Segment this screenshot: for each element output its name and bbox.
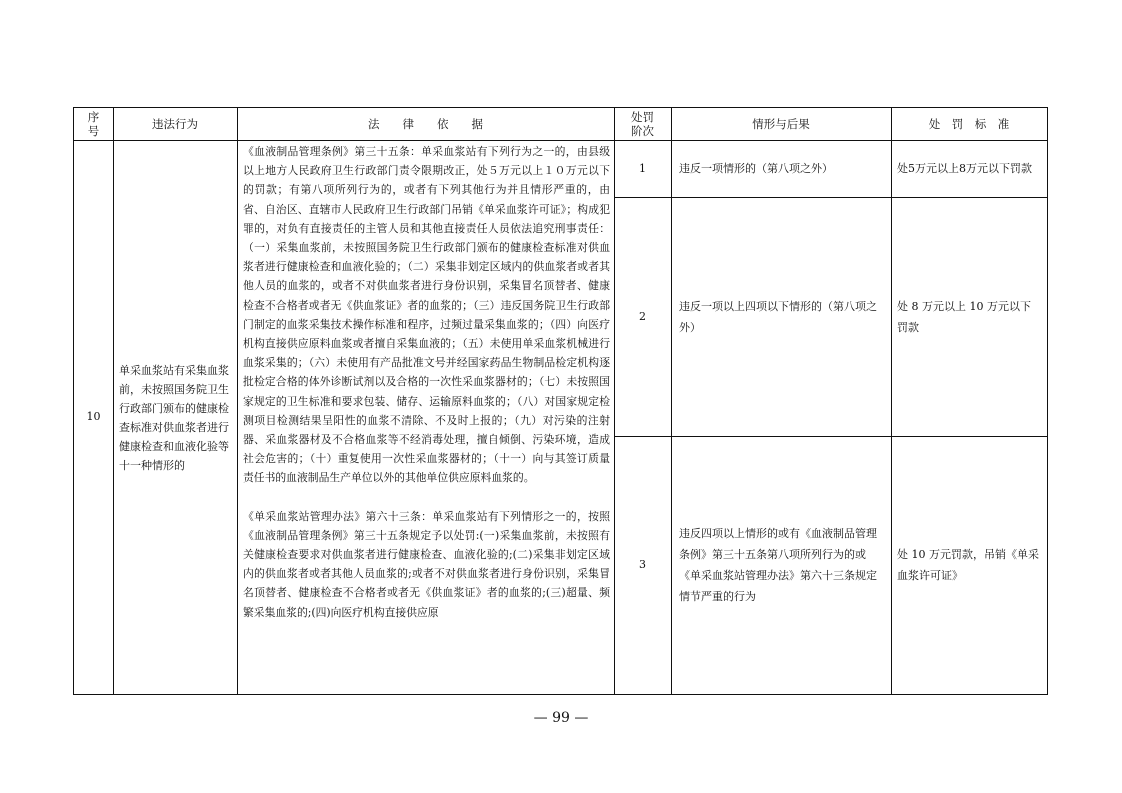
header-level-line1: 处罚 — [631, 109, 654, 124]
header-seq-line2: 号 — [87, 124, 100, 138]
header-seq — [74, 108, 113, 140]
standard-2: 处 8 万元以上 10 万元以下罚款 — [897, 299, 1031, 334]
violation-description — [113, 142, 237, 694]
situation-3: 违反四项以上情形的或有《血液制品管理条例》第三十五条第八项所列行为的或《单采血浆站管理办法》第六十三条规定情节严重的行为 — [679, 527, 877, 603]
level-3: 3 — [639, 558, 646, 572]
page-number: — 99 — — [533, 710, 589, 726]
header-violation: 违法行为 — [152, 116, 198, 131]
situation-2: 违反一项以上四项以下情形的（第八项之外） — [679, 299, 877, 334]
violation-text: 单采血浆站有采集血浆前，未按照国务院卫生行政部门颁布的健康检查标准对供血浆者进行健康检查和血液化验等十一种情形的 — [119, 364, 229, 472]
header-level-line2: 阶次 — [631, 124, 654, 138]
header-level — [614, 108, 671, 140]
level-1: 1 — [639, 161, 646, 175]
law-paragraph-measures: 《单采血浆站管理办法》第六十三条：单采血浆站有下列情形之一的，按照《血液制品管理条例》第三十五条规定予以处罚:(一)采集血浆前，未按照有关健康检查要求对供血浆者进行健康检查、血液化验的;(二)采集非划定区域内的供血浆者或者其他人员血浆的;或者不对供血浆者进行身份识别，采集冒名顶替者、健康检查不合格者或者无《供血浆证》者的血浆的;(三)超量、频繁采集血浆的;(四)向医疗机构直接供应原 — [243, 509, 610, 619]
law-paragraph-regulation: 《血液制品管理条例》第三十五条：单采血浆站有下列行为之一的，由县级以上地方人民政府卫生行政部门责令限期改正，处５万元以上１０万元以下的罚款；有第八项所列行为的，或者有下列其他行为并且情形严重的，由省、自治区、直辖市人民政府卫生行政部门吊销《单采血浆许可证》；构成犯罪的，对负有直接责任的主管人员和其他直接责任人员依法追究刑事责任：（一）采集血浆前，未按照国务院卫生行政部门颁布的健康检查标准对供血浆者进行健康检查和血液化验的；（二）采集非划定区域内的供血浆者或者其他人员的血浆的，或者不对供血浆者进行身份识别，采集冒名顶替者、健康检查不合格者或者无《供血浆证》者的血浆的；（三）违反国务院卫生行政部门制定的血浆采集技术操作标准和程序，过频过量采集血浆的；（四）向医疗机构直接供应原料血浆或者擅自采集血液的；（五）未使用单采血浆机械进行血浆采集的；（六）未使用有产品批准文号并经国家药品生物制品检定机构逐批检定合格的体外诊断试剂以及合格的一次性采血浆器材的；（七）未按照国家规定的卫生标准和要求包装、储存、运输原料血浆的；（八）对国家规定检测项目检测结果呈阳性的血浆不清除、不及时上报的；（九）对污染的注射器、采血浆器材及不合格血浆等不经消毒处理，擅自倾倒、污染环境，造成社会危害的；（十）重复使用一次性采血浆器材的；（十一）向与其签订质量责任书的血液制品生产单位以外的其他单位供应原料血浆的。 — [243, 145, 610, 485]
level-2: 2 — [639, 309, 646, 323]
header-situation: 情形与后果 — [752, 116, 810, 131]
header-seq-line1: 序 — [87, 109, 100, 124]
legal-basis — [237, 142, 614, 622]
header-law: 法 律 依 据 — [368, 116, 483, 131]
situation-1: 违反一项情形的（第八项之外） — [679, 162, 833, 175]
penalty-table — [73, 107, 1048, 695]
row-seq: 10 — [86, 410, 101, 424]
header-standard: 处 罚 标 准 — [928, 116, 1010, 131]
standard-1: 处5万元以上8万元以下罚款 — [897, 162, 1032, 175]
standard-3: 处 10 万元罚款，吊销《单采血浆许可证》 — [897, 548, 1039, 582]
